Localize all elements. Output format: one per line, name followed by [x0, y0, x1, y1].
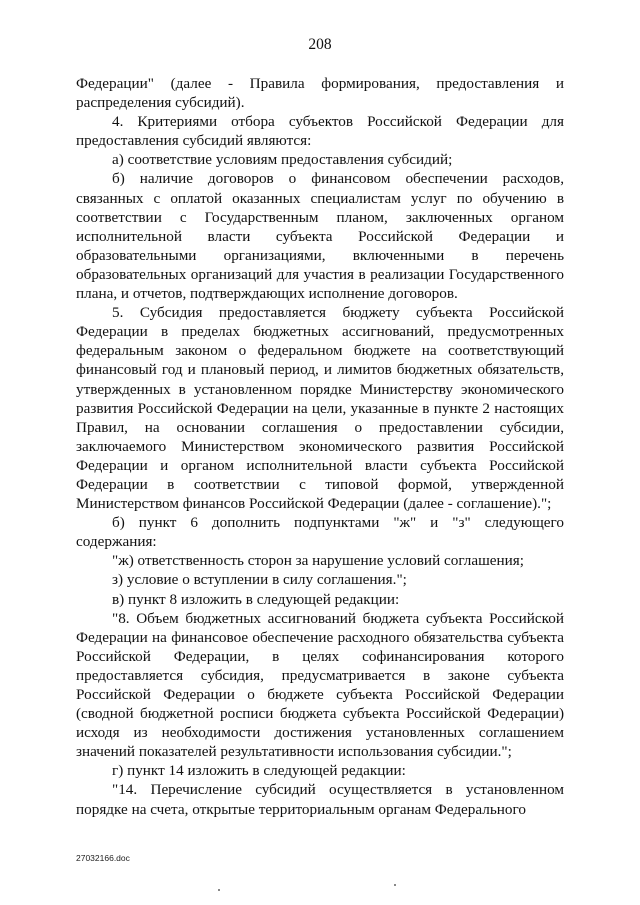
footer-file-code: 27032166.doc: [76, 853, 130, 863]
paragraph-subitem-a: а) соответствие условиям предоставления субсидий;: [112, 151, 453, 169]
page-number: 208: [308, 36, 332, 53]
paragraph-subitem-b: б) наличие договоров о финансовом обеспечении расходов, связанных с оплатой оказанных специалистам услуг по обучению в соответствии с Государственным планом, заключенных органом исполнительной власти субъекта Российской Федерации и образовательными организациями, включенными в перечень образовательных организаций для участия в реализации Государственного плана, и отчетов, подтверждающих исполнение договоров.: [76, 170, 564, 303]
paragraph-continuation: Федерации" (далее - Правила формирования, предоставления и распределения субсидий).: [76, 75, 564, 112]
paragraph-item-14: "14. Перечисление субсидий осуществляется в установленном порядке на счета, открытые территориальным органам Федерального: [76, 781, 564, 818]
document-body: [76, 74, 564, 819]
paragraph-amendment-b: б) пункт 6 дополнить подпунктами "ж" и "з" следующего содержания:: [76, 514, 564, 551]
paragraph-item-8: "8. Объем бюджетных ассигнований бюджета субъекта Российской Федерации на финансовое обеспечение расходного обязательства субъекта Российской Федерации, в целях софинансирования которого предоставляется субсидия, предусматривается в законе субъекта Российской Федерации о бюджете субъекта Российской Федерации (сводной бюджетной росписи бюджета субъекта Российской Федерации) исходя из необходимости достижения установленных соглашением значений показателей результативности использования субсидии.";: [76, 609, 564, 761]
paragraph-amendment-g: г) пункт 14 изложить в следующей редакции:: [112, 762, 406, 780]
paragraph-item-5: 5. Субсидия предоставляется бюджету субъекта Российской Федерации в пределах бюджетных ассигнований, предусмотренных федеральным законом о федеральном бюджете на соответствующий финансовый год и плановый период, и лимитов бюджетных обязательств, утвержденных в установленном порядке Министерству экономического развития Российской Федерации на цели, указанные в пункте 2 настоящих Правил, на основании соглашения о предоставлении субсидии, заключаемого Министерством экономического развития Российской Федерации и органом исполнительной власти субъекта Российской Федерации в соответствии с типовой формой, утвержденной Министерством финансов Российской Федерации (далее - соглашение).";: [76, 304, 564, 513]
paragraph-item-4: 4. Критериями отбора субъектов Российской Федерации для предоставления субсидий являются:: [76, 113, 564, 150]
paragraph-subitem-zh: "ж) ответственность сторон за нарушение условий соглашения;: [112, 552, 524, 570]
paragraph-amendment-v: в) пункт 8 изложить в следующей редакции:: [112, 590, 400, 608]
scan-artifact-dot: [394, 884, 396, 886]
paragraph-subitem-z: з) условие о вступлении в силу соглашения.";: [112, 571, 407, 589]
scan-artifact-dot: [218, 889, 220, 891]
